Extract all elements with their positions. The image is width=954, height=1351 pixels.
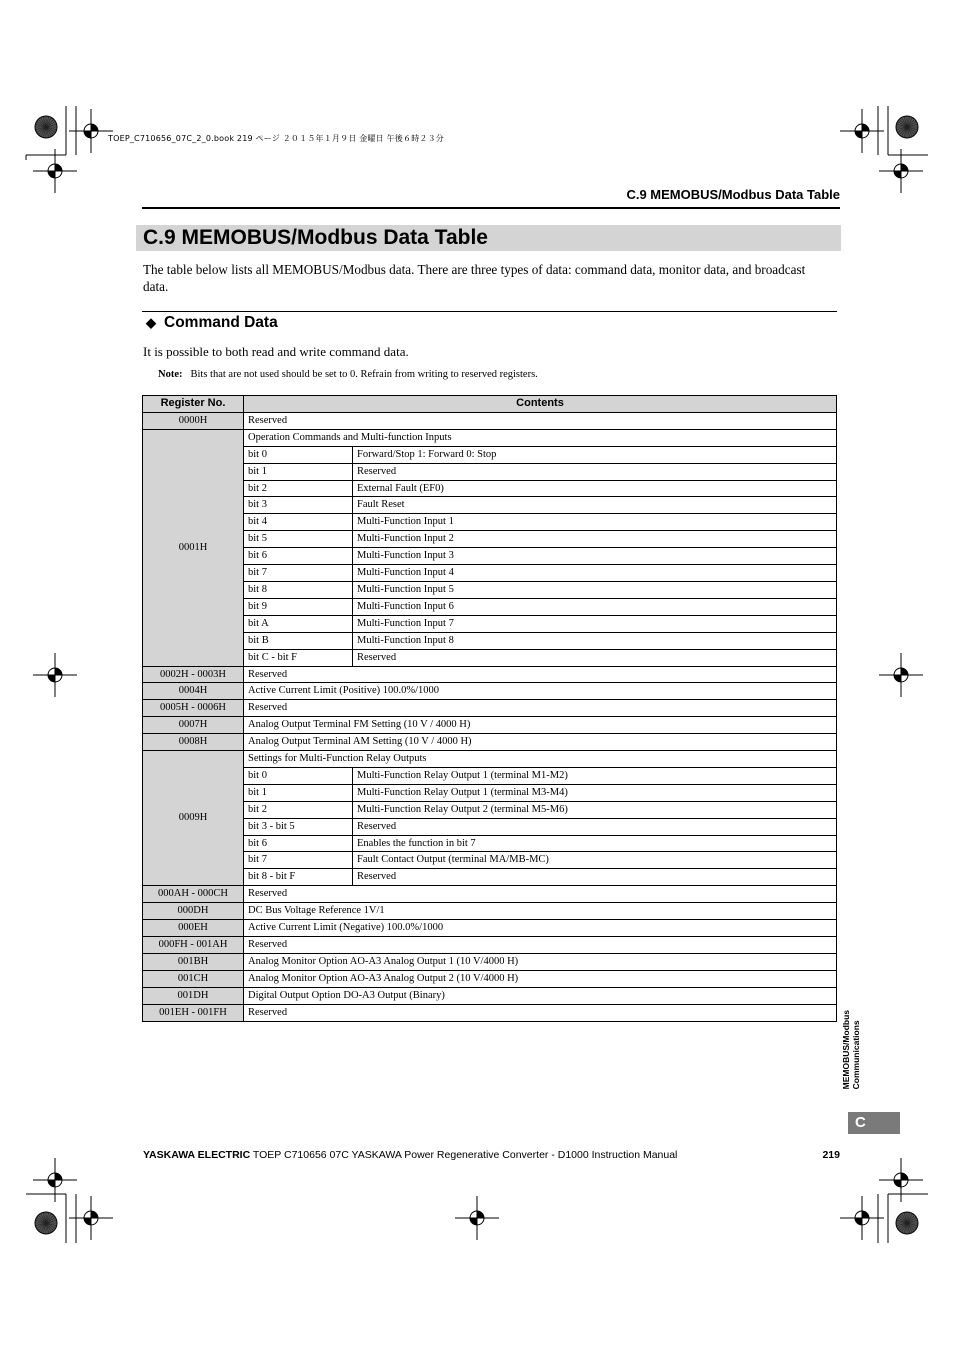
bit-description-cell: Reserved	[353, 818, 837, 835]
bit-cell: bit 0	[244, 446, 353, 463]
bit-row	[143, 632, 837, 649]
bit-row	[143, 463, 837, 480]
register-cell: 0001H	[143, 429, 244, 666]
registration-target-icon	[84, 1218, 91, 1225]
register-cell: 0008H	[143, 734, 244, 751]
registration-target-icon	[894, 675, 901, 682]
footer	[143, 1149, 677, 1161]
contents-cell: Reserved	[244, 412, 837, 429]
section-heading	[146, 314, 278, 332]
bit-row	[143, 480, 837, 497]
bit-cell: bit 2	[244, 480, 353, 497]
bit-row	[143, 649, 837, 666]
bit-row	[143, 531, 837, 548]
bit-row	[143, 446, 837, 463]
page-title: C.9 MEMOBUS/Modbus Data Table	[143, 226, 488, 249]
bit-description-cell: Reserved	[353, 463, 837, 480]
bit-description-cell: Multi-Function Relay Output 1 (terminal M1-M2)	[353, 767, 837, 784]
contents-cell: Active Current Limit (Positive) 100.0%/1000	[244, 683, 837, 700]
bit-row	[143, 615, 837, 632]
bit-description-cell: Fault Reset	[353, 497, 837, 514]
bit-description-cell: Reserved	[353, 869, 837, 886]
register-cell: 000EH	[143, 920, 244, 937]
registration-target-icon	[894, 1180, 901, 1187]
column-header-contents: Contents	[244, 396, 837, 413]
bit-row	[143, 565, 837, 582]
registration-target-icon	[55, 668, 62, 675]
registration-target-icon	[91, 124, 98, 131]
section-heading-text: Command Data	[164, 314, 278, 331]
table-row	[143, 953, 837, 970]
registration-target-icon	[901, 668, 908, 675]
running-header: C.9 MEMOBUS/Modbus Data Table	[626, 187, 840, 202]
register-cell: 000AH - 000CH	[143, 886, 244, 903]
bit-row	[143, 514, 837, 531]
bit-description-cell: External Fault (EF0)	[353, 480, 837, 497]
registration-target-icon	[48, 171, 55, 178]
registration-target-icon	[901, 1173, 908, 1180]
registration-target-icon	[855, 1218, 862, 1225]
table-row	[143, 937, 837, 954]
bit-description-cell: Forward/Stop 1: Forward 0: Stop	[353, 446, 837, 463]
register-cell: 001BH	[143, 953, 244, 970]
table-header-row	[143, 396, 837, 413]
table-row	[143, 751, 837, 768]
bit-cell: bit B	[244, 632, 353, 649]
bit-cell: bit 1	[244, 463, 353, 480]
bit-description-cell: Multi-Function Relay Output 2 (terminal M5-M6)	[353, 801, 837, 818]
table-row	[143, 970, 837, 987]
contents-cell: Reserved	[244, 700, 837, 717]
footer-brand: YASKAWA ELECTRIC	[143, 1149, 251, 1161]
column-header-register: Register No.	[143, 396, 244, 413]
print-info: TOEP_C710656_07C_2_0.book 219 ページ ２０１５年１月９日 金曜日 午後６時２３分	[108, 134, 444, 143]
intro-paragraph: The table below lists all MEMOBUS/Modbus data. There are three types of data: command data, monitor data, and broadcast data.	[143, 262, 806, 294]
bit-row	[143, 548, 837, 565]
register-cell: 0009H	[143, 751, 244, 886]
bit-cell: bit A	[244, 615, 353, 632]
header-rule	[142, 207, 840, 209]
footer-text: TOEP C710656 07C YASKAWA Power Regenerative Converter - D1000 Instruction Manual	[250, 1149, 678, 1161]
bit-row	[143, 767, 837, 784]
registration-target-icon	[55, 1173, 62, 1180]
bit-cell: bit 6	[244, 548, 353, 565]
table-row	[143, 683, 837, 700]
bit-cell: bit 9	[244, 598, 353, 615]
bit-cell: bit 0	[244, 767, 353, 784]
registration-target-icon	[894, 171, 901, 178]
note-text: Bits that are not used should be set to 0. Refrain from writing to reserved registers.	[190, 369, 538, 380]
registration-target-icon	[855, 131, 862, 138]
command-data-table	[142, 395, 837, 1022]
register-group-title: Operation Commands and Multi-function Inputs	[244, 429, 837, 446]
registration-target-icon	[470, 1218, 477, 1225]
bit-cell: bit 1	[244, 784, 353, 801]
chapter-tab: C	[848, 1112, 900, 1134]
register-cell: 0005H - 0006H	[143, 700, 244, 717]
registration-target-icon	[862, 1211, 869, 1218]
bit-row	[143, 581, 837, 598]
bit-description-cell: Multi-Function Input 1	[353, 514, 837, 531]
bit-description-cell: Enables the function in bit 7	[353, 835, 837, 852]
bit-description-cell: Multi-Function Input 4	[353, 565, 837, 582]
diamond-icon: ◆	[146, 315, 156, 330]
bit-cell: bit 3 - bit 5	[244, 818, 353, 835]
registration-target-icon	[48, 675, 55, 682]
bit-row	[143, 835, 837, 852]
bit-row	[143, 497, 837, 514]
register-cell: 0000H	[143, 412, 244, 429]
bit-description-cell: Fault Contact Output (terminal MA/MB-MC)	[353, 852, 837, 869]
register-cell: 0007H	[143, 717, 244, 734]
bit-row	[143, 598, 837, 615]
side-label-line1: MEMOBUS/Modbus	[841, 1010, 851, 1090]
contents-cell: Active Current Limit (Negative) 100.0%/1000	[244, 920, 837, 937]
table-row	[143, 886, 837, 903]
bit-cell: bit C - bit F	[244, 649, 353, 666]
bit-cell: bit 7	[244, 565, 353, 582]
bit-cell: bit 8 - bit F	[244, 869, 353, 886]
table-row	[143, 734, 837, 751]
section-rule	[142, 311, 837, 312]
bit-cell: bit 6	[244, 835, 353, 852]
register-cell: 001EH - 001FH	[143, 1004, 244, 1021]
contents-cell: Analog Output Terminal FM Setting (10 V / 4000 H)	[244, 717, 837, 734]
bit-row	[143, 818, 837, 835]
table-row	[143, 700, 837, 717]
bit-description-cell: Multi-Function Input 6	[353, 598, 837, 615]
bit-description-cell: Multi-Function Input 2	[353, 531, 837, 548]
bit-description-cell: Multi-Function Relay Output 1 (terminal M3-M4)	[353, 784, 837, 801]
section-lead: It is possible to both read and write command data.	[143, 344, 409, 359]
bit-description-cell: Reserved	[353, 649, 837, 666]
bit-cell: bit 2	[244, 801, 353, 818]
contents-cell: DC Bus Voltage Reference 1V/1	[244, 903, 837, 920]
note-label: Note:	[158, 369, 183, 380]
contents-cell: Analog Output Terminal AM Setting (10 V / 4000 H)	[244, 734, 837, 751]
contents-cell: Analog Monitor Option AO-A3 Analog Output 1 (10 V/4000 H)	[244, 953, 837, 970]
table-row	[143, 429, 837, 446]
bit-row	[143, 869, 837, 886]
table-row	[143, 1004, 837, 1021]
table-row	[143, 717, 837, 734]
registration-target-icon	[84, 131, 91, 138]
register-group-title: Settings for Multi-Function Relay Outputs	[244, 751, 837, 768]
bit-description-cell: Multi-Function Input 3	[353, 548, 837, 565]
register-cell: 001CH	[143, 970, 244, 987]
bit-description-cell: Multi-Function Input 7	[353, 615, 837, 632]
contents-cell: Analog Monitor Option AO-A3 Analog Output 2 (10 V/4000 H)	[244, 970, 837, 987]
bit-row	[143, 852, 837, 869]
contents-cell: Reserved	[244, 886, 837, 903]
side-label	[841, 1010, 871, 1110]
bit-row	[143, 784, 837, 801]
bit-row	[143, 801, 837, 818]
page-number: 219	[822, 1149, 840, 1161]
bit-description-cell: Multi-Function Input 8	[353, 632, 837, 649]
register-cell: 000DH	[143, 903, 244, 920]
side-label-line2: Communications	[851, 1020, 861, 1090]
table-row	[143, 987, 837, 1004]
bit-cell: bit 4	[244, 514, 353, 531]
register-cell: 000FH - 001AH	[143, 937, 244, 954]
table-row	[143, 412, 837, 429]
table-row	[143, 920, 837, 937]
contents-cell: Digital Output Option DO-A3 Output (Binary)	[244, 987, 837, 1004]
register-cell: 0002H - 0003H	[143, 666, 244, 683]
bit-cell: bit 8	[244, 581, 353, 598]
register-cell: 0004H	[143, 683, 244, 700]
registration-target-icon	[91, 1211, 98, 1218]
registration-target-icon	[55, 164, 62, 171]
bit-description-cell: Multi-Function Input 5	[353, 581, 837, 598]
bit-cell: bit 5	[244, 531, 353, 548]
contents-cell: Reserved	[244, 666, 837, 683]
registration-target-icon	[48, 1180, 55, 1187]
contents-cell: Reserved	[244, 937, 837, 954]
registration-target-icon	[901, 164, 908, 171]
bit-cell: bit 7	[244, 852, 353, 869]
table-row	[143, 666, 837, 683]
contents-cell: Reserved	[244, 1004, 837, 1021]
registration-target-icon	[477, 1211, 484, 1218]
register-cell: 001DH	[143, 987, 244, 1004]
note	[158, 369, 538, 380]
registration-target-icon	[862, 124, 869, 131]
table-row	[143, 903, 837, 920]
bit-cell: bit 3	[244, 497, 353, 514]
